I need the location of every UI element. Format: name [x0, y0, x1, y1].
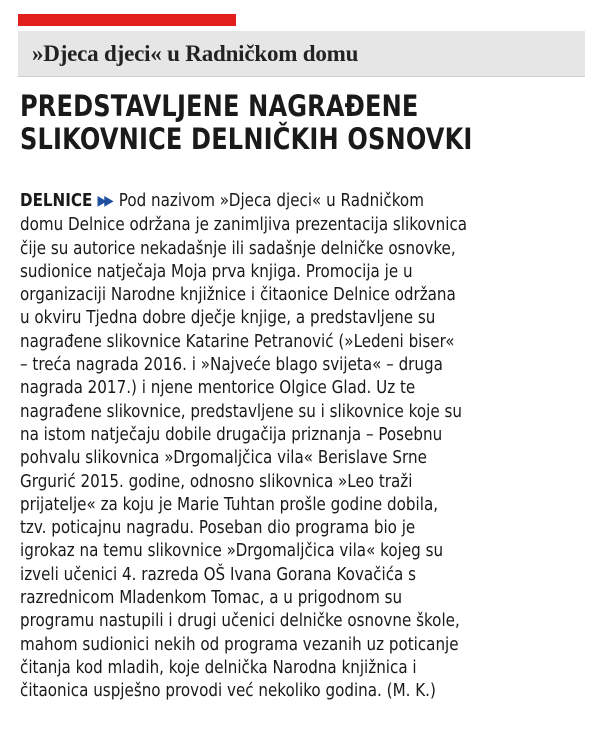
body-line: prijatelje« za koju je Marie Tuhtan prošle godine dobila, [20, 494, 439, 515]
body-line: Grgurić 2015. godine, odnosno slikovnica »Leo traži [20, 471, 413, 492]
body-line: nagrađene slikovnice, predstavljene su i slikovnice koje su [20, 401, 462, 422]
body-line: organizaciji Narodne knjižnice i čitaonice Delnice održana [20, 285, 456, 306]
body-first-line [20, 190, 582, 214]
dateline: DELNICE [20, 191, 93, 211]
kicker-title: »Djeca djeci« u Radničkom domu [32, 40, 359, 66]
headline-line-2: SLIKOVNICE DELNIČKIH OSNOVKI [20, 122, 473, 156]
body-line: tzv. poticajnu nagradu. Poseban dio programa bio je [20, 518, 416, 539]
body-line: u okviru Tjedna dobre dječje knjige, a predstavljene su [20, 308, 436, 329]
body-line: čitanja kod mladih, koje delnička Narodna knjižnica i [20, 657, 417, 678]
body-line: mahom sudionici nekih od programa vezanih uz poticanje [20, 634, 459, 655]
article-body [20, 190, 582, 704]
body-line-0: Pod nazivom »Djeca djeci« u Radničkom [118, 191, 424, 211]
body-line: igrokaz na temu slikovnice »Drgomaljčica vila« kojeg su [20, 541, 444, 562]
headline-line-1: PREDSTAVLJENE NAGRAĐENE [20, 89, 419, 123]
body-line: razrednicom Mladenkom Tomac, a u prigodnom su [20, 588, 403, 609]
body-line: na istom natječaju dobile drugačija priznanja – Posebnu [20, 424, 443, 445]
body-line: nagrađene slikovnice Katarine Petranović (»Ledeni biser« [20, 331, 455, 352]
headline [20, 90, 493, 156]
body-line: – treća nagrada 2016. i »Najveće blago svijeta« – druga [20, 355, 443, 376]
body-line: čije su autorice nekadašnje ili sadašnje delničke osnovke, [20, 238, 456, 259]
kicker-box [18, 31, 585, 77]
body-line: domu Delnice održana je zanimljiva prezentacija slikovnica [20, 215, 468, 236]
double-chevron-right-icon: ▶▶ [97, 193, 111, 209]
body-line: čitaonica uspješno provodi već nekoliko godina. (M. K.) [20, 681, 436, 702]
body-line: izveli učenici 4. razreda OŠ Ivana Gorana Kovačića s [20, 564, 417, 585]
body-line: programu nastupili i drugi učenici delničke osnovne škole, [20, 611, 460, 632]
body-line: sudionice natječaja Moja prva knjiga. Promocija je u [20, 261, 413, 282]
section-accent-bar [18, 14, 236, 26]
body-line: nagrada 2017.) i njene mentorice Olgice Glad. Uz te [20, 378, 416, 399]
body-line: pohvalu slikovnica »Drgomaljčica vila« Berislave Srne [20, 448, 427, 469]
